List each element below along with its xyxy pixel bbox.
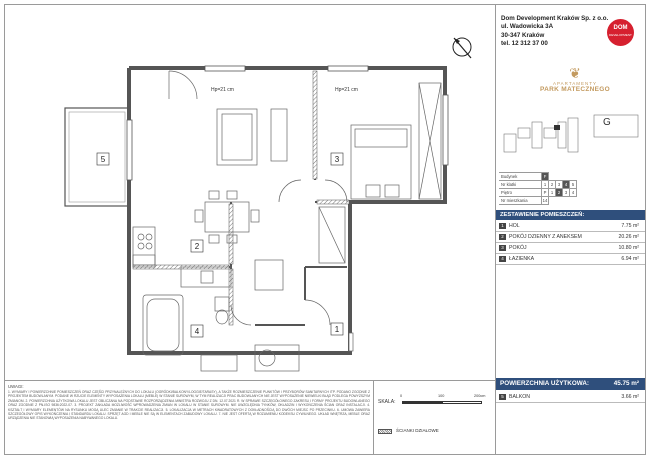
bathroom-fixtures (143, 295, 299, 371)
row-cell: 2 (549, 181, 556, 189)
scale-tick-0: 0 (400, 394, 403, 398)
north-arrow-icon (453, 38, 471, 58)
scale-tick-100: 100 (438, 394, 445, 398)
location-row-staircase (499, 181, 577, 189)
window-label-2: Hp=21 cm (335, 87, 358, 93)
room-row (496, 221, 645, 232)
room-marker-1 (331, 323, 343, 335)
row-label: Nr mieszkania (499, 197, 542, 205)
walls-swatch (378, 429, 392, 434)
floor-plan (5, 5, 495, 380)
room-marker-2 (191, 240, 203, 252)
location-table (499, 172, 577, 205)
building-keyplan (498, 110, 643, 165)
room-label-4: 4 (194, 327, 200, 336)
row-cell: 14 (542, 198, 548, 203)
dom-logo (607, 19, 634, 46)
room-label-5: 5 (100, 155, 106, 164)
total-area-value: 45.75 m² (613, 380, 639, 387)
room-marker-4 (191, 325, 203, 337)
room-name: POKÓJ DZIENNY Z ANEKSEM (509, 234, 582, 240)
logo-text: DOM (613, 25, 628, 31)
company-street: ul. Wadowicka 3A (501, 23, 554, 31)
living-furniture (195, 109, 287, 243)
row-label: Budynek (499, 173, 542, 181)
scale-segment-dark (402, 401, 442, 404)
row-cell: 4 (563, 181, 570, 189)
room-name: HOL (509, 223, 520, 229)
notes-section (5, 380, 373, 455)
notes-text: 1. WYMIARY I POWIERZCHNIE POMIESZCZEŃ ORAZ CZĘŚCI PRZYNALEŻNYCH DO LOKALU (OGRÓDKI/BALKONY/LOGGIE/TARASY), A TAKŻE ROZMIESZCZENIE PUNKTÓW I PRZYBORÓW SANITARNYCH ITP. PODANO ZGODNIE Z PROJEKTEM BUDOWLANYM. PODANE W RZUCIE ELEMENTY WYPOSAŻENIA LOKALU (MEBLE) W STANIE SUROWYM, W TYM REALIZACJI PRAC BUDOWLANYCH NIE JEST WYPOSAŻENIE NIEWIELKI BŁĄD PODLEGA POWYŻSZYM ZMIANOM. 2. POWIERZCHNIA UŻYTKOWA LOKALU JEST OBLICZANA NA PODSTAWIE ROZPORZĄDZENIA MINISTRA ROZWOJU Z DN. 12.07.2021 R. W SPRAWIE SZCZEGÓŁOWEGO ZAKRESU I FORMY PROJEKTU BUDOWLANEGO ORAZ ZGODNIE Z PN-ISO 9836:2022-07. 3. PROJEKT ZAKŁADA MOŻLIWOŚĆ WPROWADZENIA ZMIAN W LOKALU W STANIE SUROWYM. NIE UWZGLĘDNIA TYNKÓW, OKŁADZIN I WYKOŃCZENIA ŚCIAN ORAZ INSTALACJI. 4. KSZTAŁT I WYMIARY ELEMENTÓW NA RYSUNKU MOGĄ ULEC ZMIANIE W TRAKCIE REALIZACJI. 5. LOKALIZACJA W METRACH KWADRATOWYCH Z DOKŁADNOŚCIĄ DO DWÓCH MIEJSC PO PRZECINKU. 6. UMOWA ZAWIERA SZCZEGÓŁOWY OPIS WYKOŃCZENIA I STANDARDU LOKALU. SPRZĘT AGD I MEBLE NIE SĄ W ELEMENTACH ZABUDOWY LOKALU. 7. NIE JEST OFERTĄ W ROZUMIENIU KODEKSU CYWILNEGO. UKŁAD WNĘTRZA, MEBLE ORAZ URZĄDZENIA NIE STANOWIĄ WYPOSAŻENIA NABYWANEGO LOKALU. (8, 390, 370, 421)
room-row (496, 232, 645, 243)
room-label-2: 2 (194, 242, 200, 251)
row-label: Nr klatki (499, 181, 542, 189)
notes-header: UWAGI: (8, 384, 24, 389)
estate-logo (534, 65, 616, 93)
logo-subtext: DEVELOPMENT (609, 33, 632, 37)
balcony-name: BALKON (509, 394, 531, 400)
scale-label: SKALA: (378, 399, 396, 405)
row-cell: 5 (570, 181, 577, 189)
room-area: 6.94 m² (621, 256, 639, 262)
room-area: 20.26 m² (618, 234, 639, 240)
scale-tick-200: 200cm (474, 394, 486, 398)
rooms-list (496, 221, 645, 265)
row-cell: 4 (570, 189, 577, 197)
balcony-number: 5 (499, 394, 506, 400)
room-label-1: 1 (334, 325, 340, 334)
room-number: 3 (499, 245, 506, 251)
window-label-1: Hp=21 cm (211, 87, 234, 93)
company-phone: tel. 12 312 37 00 (501, 40, 548, 48)
room-row (496, 243, 645, 254)
estate-line-2: PARK MATECZNEGO (540, 86, 610, 93)
room-row (496, 254, 645, 265)
company-city: 30-347 Kraków (501, 31, 545, 39)
scale-bar (402, 401, 482, 405)
row-cell: 3 (563, 189, 570, 197)
scale-segment-light (442, 401, 482, 404)
room-marker-3 (331, 153, 343, 165)
row-cell: 1 (549, 189, 556, 197)
room-number: 1 (499, 223, 506, 229)
row-cell: 3 (556, 181, 563, 189)
room-number: 2 (499, 234, 506, 240)
kitchen-counter (133, 227, 283, 290)
estate-line-1: APARTAMENTY (552, 81, 597, 86)
row-cell: F (542, 173, 549, 181)
total-area-bar (496, 378, 645, 390)
building-letter: G (603, 117, 611, 128)
balcony-list (496, 392, 645, 403)
room-label-3: 3 (334, 155, 340, 164)
estate-emblem-icon: ❦ (569, 65, 581, 81)
walls-legend-label: ŚCIANKI DZIAŁOWE (396, 428, 439, 433)
bedroom-furniture (351, 83, 441, 199)
location-row-building (499, 173, 577, 181)
rooms-header: ZESTAWIENIE POMIESZCZEŃ: (496, 210, 645, 220)
location-row-floor (499, 189, 577, 197)
balcony-row (496, 392, 645, 403)
hall-closet (319, 207, 345, 263)
doors (169, 71, 353, 351)
company-info (501, 15, 608, 49)
windows (127, 66, 448, 180)
company-name: Dom Development Kraków Sp. z o.o. (501, 15, 609, 22)
room-area: 7.75 m² (621, 223, 639, 229)
row-cell: 1 (542, 181, 549, 189)
room-marker-5 (97, 153, 109, 165)
balcony-area: 3.66 m² (621, 394, 639, 400)
scale-legend (373, 380, 495, 455)
room-name: ŁAZIENKA (509, 256, 535, 262)
row-cell: 2 (556, 189, 563, 197)
location-row-apartment (499, 197, 577, 205)
total-area-label: POWIERZCHNIA UŻYTKOWA: (500, 380, 589, 387)
room-number: 4 (499, 256, 506, 262)
room-name: POKÓJ (509, 245, 527, 251)
info-panel (495, 5, 645, 455)
room-area: 10.80 m² (618, 245, 639, 251)
row-label: Piętro (499, 189, 542, 197)
row-cell: P (542, 189, 549, 197)
floor-plan-drawing (5, 5, 495, 380)
